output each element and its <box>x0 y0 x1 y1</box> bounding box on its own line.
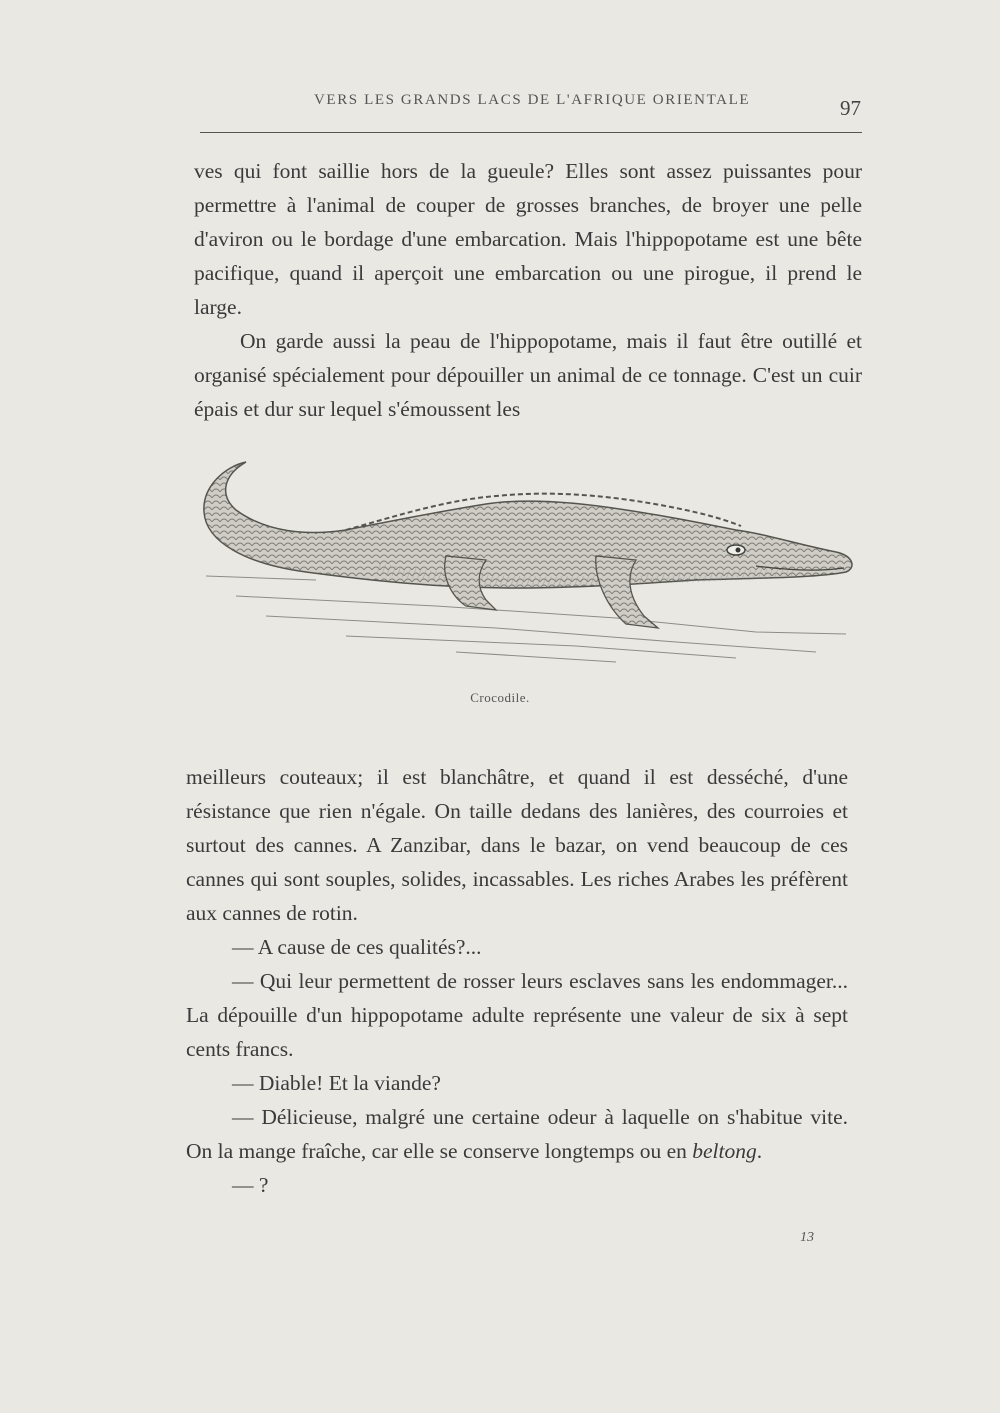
dialogue-line: — Qui leur permettent de rosser leurs esclaves sans les endommager... La dépouille d'un hippopotame adulte représente une valeur de six à sept cents francs. <box>186 969 848 1061</box>
dialogue-line <box>186 1100 848 1168</box>
text-block-bottom <box>186 760 848 1202</box>
paragraph: meilleurs couteaux; il est blanchâtre, et quand il est desséché, d'une résistance que rien n'égale. On taille dedans des lanières, des courroies et surtout des cannes. A Zanzibar, dans le bazar, on vend beaucoup de ces cannes qui sont souples, solides, incassables. Les riches Arabes les préfèrent aux cannes de rotin. <box>186 765 848 925</box>
page-number: 97 <box>840 96 861 120</box>
paragraph: On garde aussi la peau de l'hippopotame, mais il faut être outillé et organisé spécialement pour dépouiller un animal de ce tonnage. C'est un cuir épais et dur sur lequel s'émoussent les <box>194 329 862 421</box>
dialogue-text: — Délicieuse, malgré une certaine odeur à laquelle on s'habitue vite. On la mange fraîche, car elle se conserve longtemps ou en <box>186 1105 848 1163</box>
running-title: VERS LES GRANDS LACS DE L'AFRIQUE ORIENTALE <box>314 92 751 108</box>
dialogue-line: — Diable! Et la viande? <box>232 1071 441 1095</box>
paragraph: ves qui font saillie hors de la gueule? Elles sont assez puissantes pour permettre à l'animal de couper de grosses branches, de broyer une pelle d'aviron ou le bordage d'une embarcation. Mais l'hippopotame est une bête pacifique, quand il aperçoit une embarcation ou une pirogue, il prend le large. <box>194 159 862 319</box>
header-rule <box>200 132 862 133</box>
sentence-end: . <box>756 1139 763 1163</box>
dialogue-line: — A cause de ces qualités?... <box>232 935 482 959</box>
italic-word: beltong <box>692 1139 757 1163</box>
crocodile-illustration <box>196 456 856 676</box>
crocodile-icon <box>196 456 856 676</box>
figure-caption: Crocodile. <box>470 690 530 705</box>
text-block-top <box>194 154 862 426</box>
signature-mark: 13 <box>800 1230 814 1245</box>
dialogue-line: — ? <box>232 1173 269 1197</box>
